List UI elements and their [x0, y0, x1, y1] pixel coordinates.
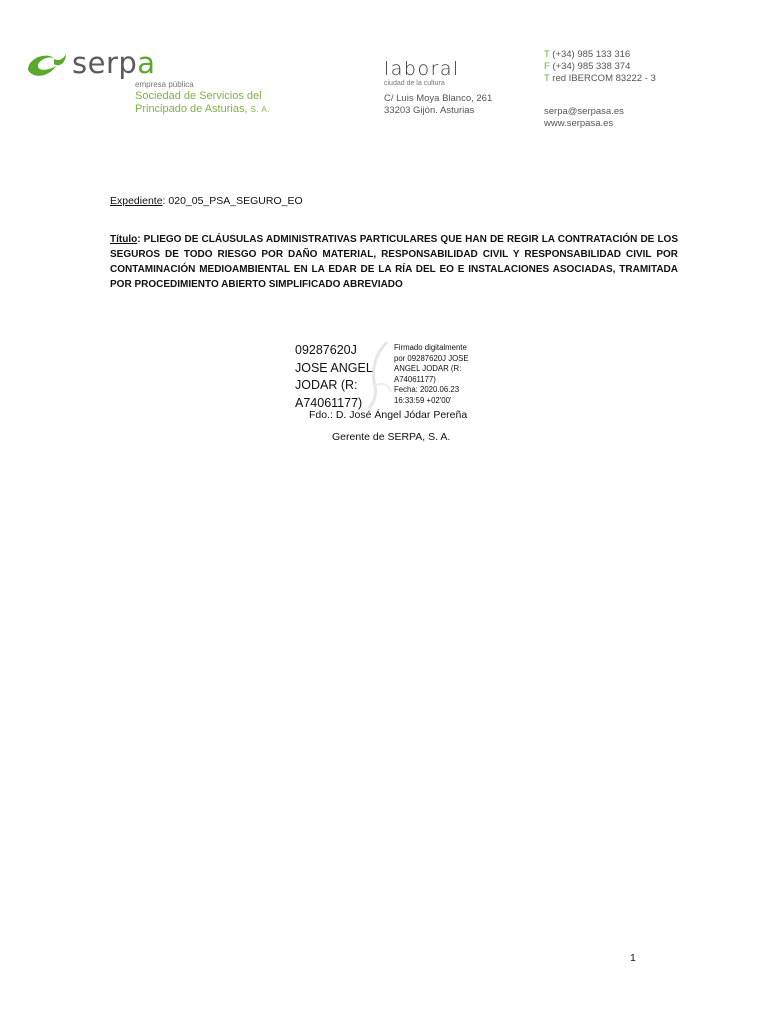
signature-detail-line: A74061177): [394, 374, 436, 384]
serpa-wordmark: [72, 46, 156, 80]
laboral-block: [384, 60, 534, 117]
laboral-wordmark: laboral: [384, 58, 460, 80]
signature-detail-line: 16:33:59 +02'00': [394, 395, 452, 405]
serpa-company-line2: [135, 103, 270, 116]
signature-detail-line: ANGEL JODAR (R:: [394, 364, 462, 374]
expediente-separator: :: [162, 195, 166, 207]
signature-detail-line: Fecha: 2020.06.23: [394, 385, 460, 395]
signature-name-line: JOSE ANGEL: [295, 360, 373, 375]
digital-signature[interactable]: [295, 342, 495, 410]
contact-ibercom-prefix: T: [544, 73, 550, 84]
signature-details: [394, 343, 469, 407]
expediente-line: [110, 194, 303, 208]
signature-detail-line: por 09287620J JOSE: [394, 353, 469, 363]
expediente-label: Expediente: [110, 195, 163, 207]
signature-name-line: A74061177): [295, 395, 363, 410]
serpa-logo-mark-icon: [24, 50, 68, 82]
contact-web[interactable]: www.serpasa.es: [544, 118, 614, 129]
contact-fax-value: (+34) 985 338 374: [552, 61, 631, 72]
serpa-company-name: Principado de Asturias,: [135, 103, 248, 115]
serpa-logo: [24, 48, 284, 118]
contact-phone-prefix: T: [544, 49, 550, 60]
signature-name: [295, 342, 373, 412]
expediente-value: 020_05_PSA_SEGURO_EO: [168, 195, 303, 207]
laboral-address-line1: C/ Luis Moya Blanco, 261: [384, 93, 493, 104]
contact-ibercom: [544, 73, 656, 85]
contact-fax-prefix: F: [544, 61, 550, 72]
contact-email[interactable]: serpa@serpasa.es: [544, 106, 624, 117]
contact-spacer: [544, 85, 656, 106]
laboral-tagline: ciudad de la cultura: [384, 80, 445, 87]
serpa-company-suffix: S. A.: [250, 105, 270, 114]
page-number: 1: [630, 952, 636, 964]
contact-ibercom-value: red IBERCOM 83222 - 3: [552, 73, 656, 84]
laboral-address-line2: 33203 Gijón. Asturias: [384, 105, 475, 116]
signer-name: Fdo.: D. José Ángel Jódar Pereña: [309, 409, 468, 421]
titulo-label: Título: [110, 234, 138, 245]
contact-phone-value: (+34) 985 133 316: [552, 49, 631, 60]
signer-position: Gerente de SERPA, S. A.: [332, 431, 451, 443]
serpa-tagline: empresa pública: [135, 80, 194, 89]
serpa-wordmark-main: serp: [72, 46, 138, 80]
serpa-logo-subtitle: [135, 80, 270, 116]
serpa-wordmark-accent: a: [137, 46, 156, 80]
signature-name-line: 09287620J: [295, 343, 357, 357]
contact-phone: [544, 49, 656, 61]
titulo-separator: :: [137, 234, 141, 245]
signature-detail-line: Firmado digitalmente: [394, 343, 467, 352]
titulo-text: PLIEGO DE CLÁUSULAS ADMINISTRATIVAS PARTICULARES QUE HAN DE REGIR LA CONTRATACIÓN DE LOS SEGUROS DE TODO RIESGO POR DAÑO MATERIAL, RESPONSABILIDAD CIVIL Y RESPONSABILIDAD CIVIL POR CONTAMINACIÓN MEDIOAMBIENTAL EN LA EDAR DE LA RÍA DEL EO E INSTALACIONES ASOCIADAS, TRAMITADA POR PROCEDIMIENTO ABIERTO SIMPLIFICADO ABREVIADO: [110, 234, 678, 290]
contact-fax: [544, 61, 656, 73]
serpa-company-line1: Sociedad de Servicios del: [135, 90, 262, 102]
contact-block: [544, 49, 656, 130]
document-title: [110, 232, 678, 292]
signature-name-line: JODAR (R:: [295, 378, 358, 392]
